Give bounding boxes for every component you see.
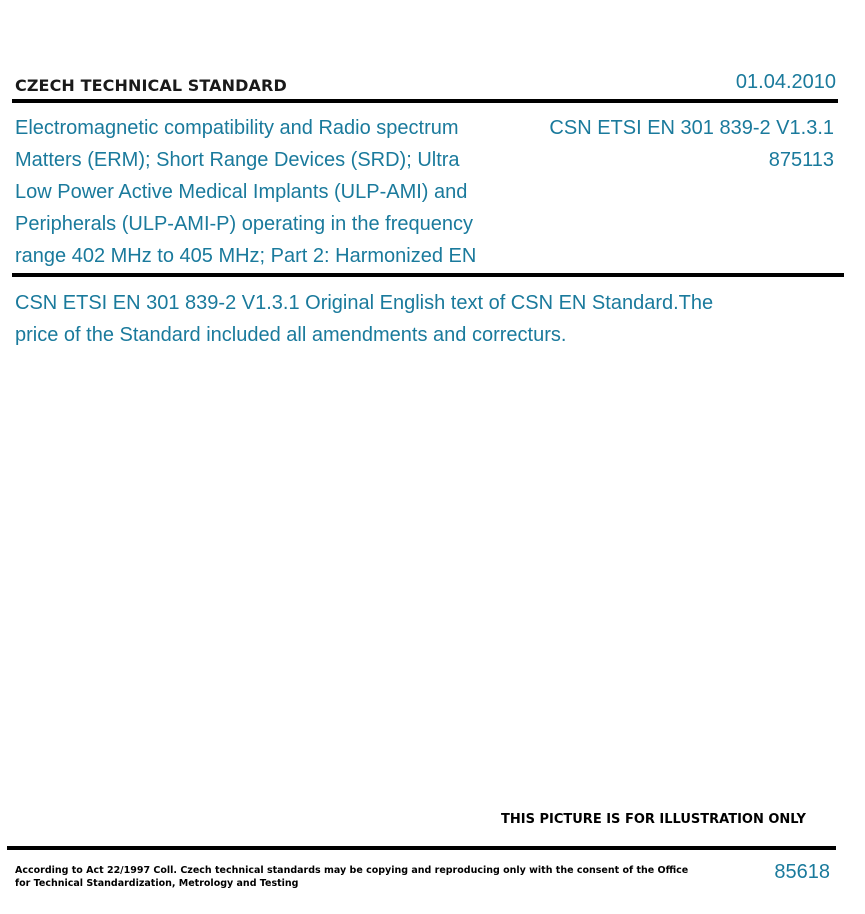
document-number: 85618 <box>774 861 830 883</box>
footer-divider <box>7 846 836 850</box>
title-line: Peripherals (ULP-AMI-P) operating in the frequency <box>15 213 473 235</box>
document-type-label: CZECH TECHNICAL STANDARD <box>15 76 287 95</box>
title-divider <box>12 273 844 277</box>
standard-code: CSN ETSI EN 301 839-2 V1.3.1 <box>549 117 834 139</box>
catalog-number: 875113 <box>768 149 834 171</box>
title-line: Electromagnetic compatibility and Radio spectrum <box>15 117 459 139</box>
description-line: price of the Standard included all amendments and correcturs. <box>15 324 567 346</box>
title-line: Low Power Active Medical Implants (ULP-AMI) and <box>15 181 468 203</box>
standard-identifiers <box>549 112 834 176</box>
title-line: range 402 MHz to 405 MHz; Part 2: Harmonized EN <box>15 245 477 267</box>
description-line: CSN ETSI EN 301 839-2 V1.3.1 Original English text of CSN EN Standard.The <box>15 292 714 314</box>
legal-line: for Technical Standardization, Metrology and Testing <box>15 878 299 889</box>
illustration-disclaimer: THIS PICTURE IS FOR ILLUSTRATION ONLY <box>501 812 806 827</box>
issue-date: 01.04.2010 <box>735 71 836 93</box>
standard-description <box>15 287 795 351</box>
header-divider <box>12 99 838 103</box>
legal-notice <box>15 864 689 890</box>
title-line: Matters (ERM); Short Range Devices (SRD); Ultra <box>15 149 460 171</box>
legal-line: According to Act 22/1997 Coll. Czech technical standards may be copying and reproducing only with the consent of the Office <box>15 865 689 876</box>
standard-title <box>15 112 520 272</box>
